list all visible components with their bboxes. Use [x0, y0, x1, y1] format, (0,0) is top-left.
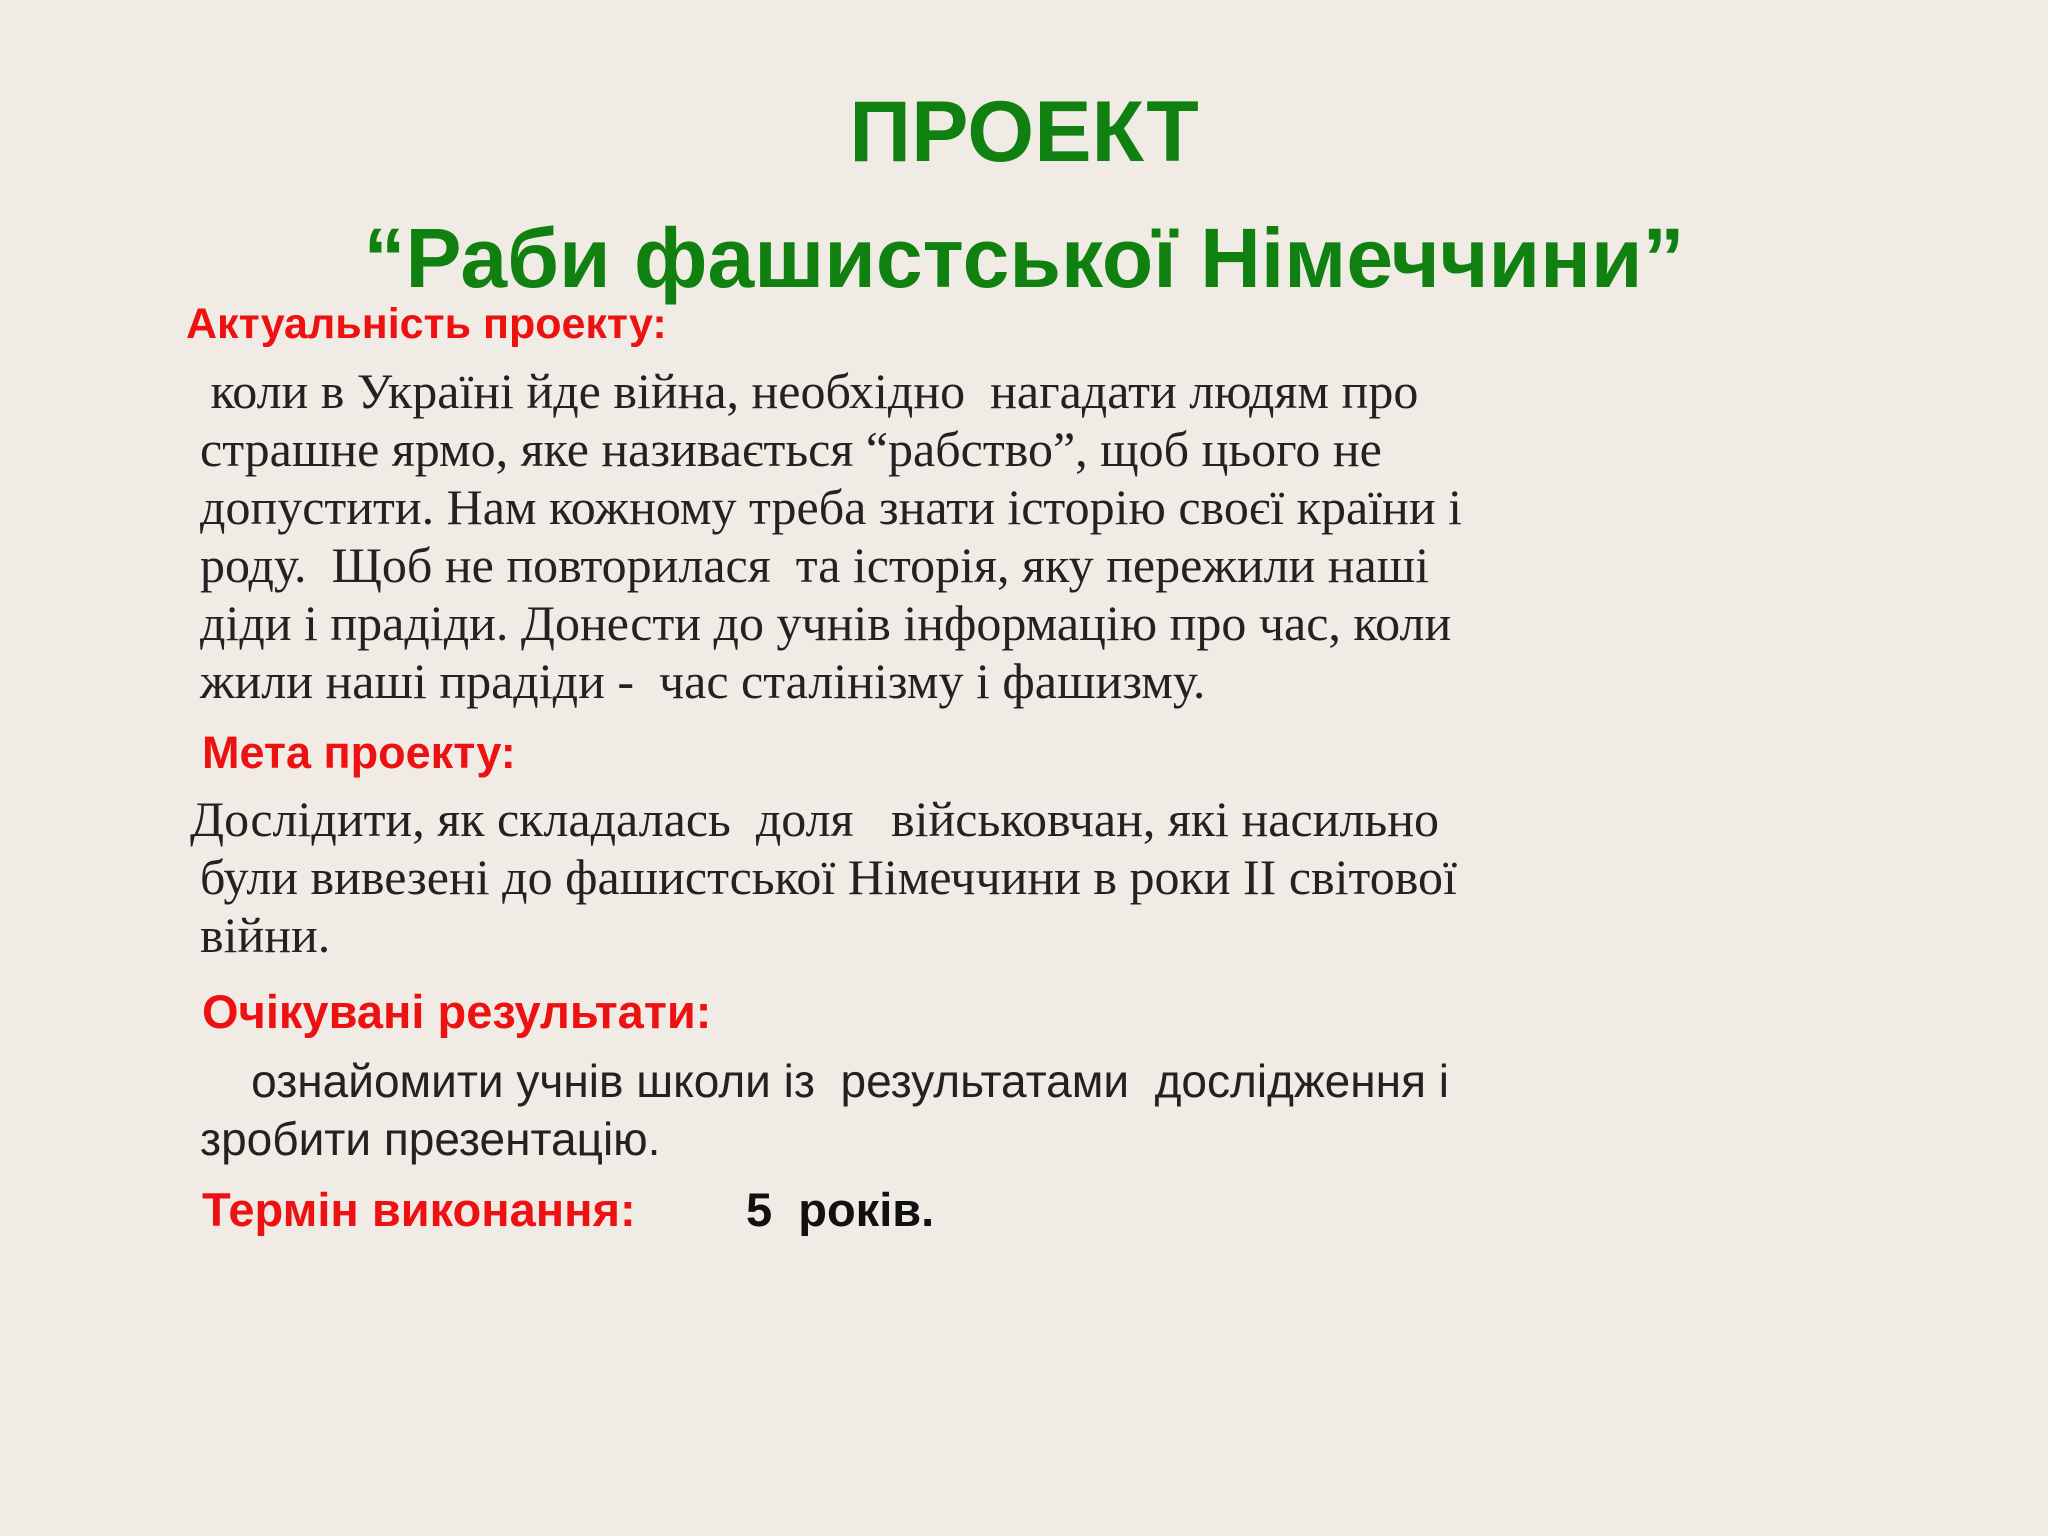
relevance-line: діди і прадіди. Донести до учнів інформацію про час, коли: [200, 595, 1452, 651]
results-line: ознайомити учнів школи із результатами дослідження і: [200, 1055, 1449, 1107]
relevance-line: жили наші прадіди - час сталінізму і фашизму.: [200, 653, 1206, 709]
page-title: ПРОЕКТ: [849, 84, 1199, 180]
goal-line: були вивезені до фашистської Німеччини в роки ІІ світової: [200, 849, 1457, 905]
relevance-line: роду. Щоб не повторилася та історія, яку пережили наші: [200, 537, 1430, 593]
goal-line: Дослідити, як складалась доля військовчан, які насильно: [190, 791, 1439, 847]
relevance-line: допустити. Нам кожному треба знати історію своєї країни і: [200, 479, 1462, 535]
term-heading: Термін виконання:: [202, 1183, 636, 1236]
term-value: 5 років.: [746, 1183, 935, 1236]
relevance-line: страшне ярмо, яке називається “рабство”, щоб цього не: [200, 421, 1382, 477]
goal-heading: Мета проекту:: [202, 727, 516, 778]
project-name-title: “Раби фашистської Німеччини”: [363, 211, 1685, 305]
relevance-heading: Актуальність проекту:: [186, 300, 667, 348]
results-line: зробити презентацію.: [200, 1113, 661, 1165]
results-heading: Очікувані результати:: [202, 985, 712, 1038]
relevance-line: коли в Україні йде війна, необхідно нагадати людям про: [198, 363, 1419, 419]
goal-line: війни.: [200, 907, 331, 963]
